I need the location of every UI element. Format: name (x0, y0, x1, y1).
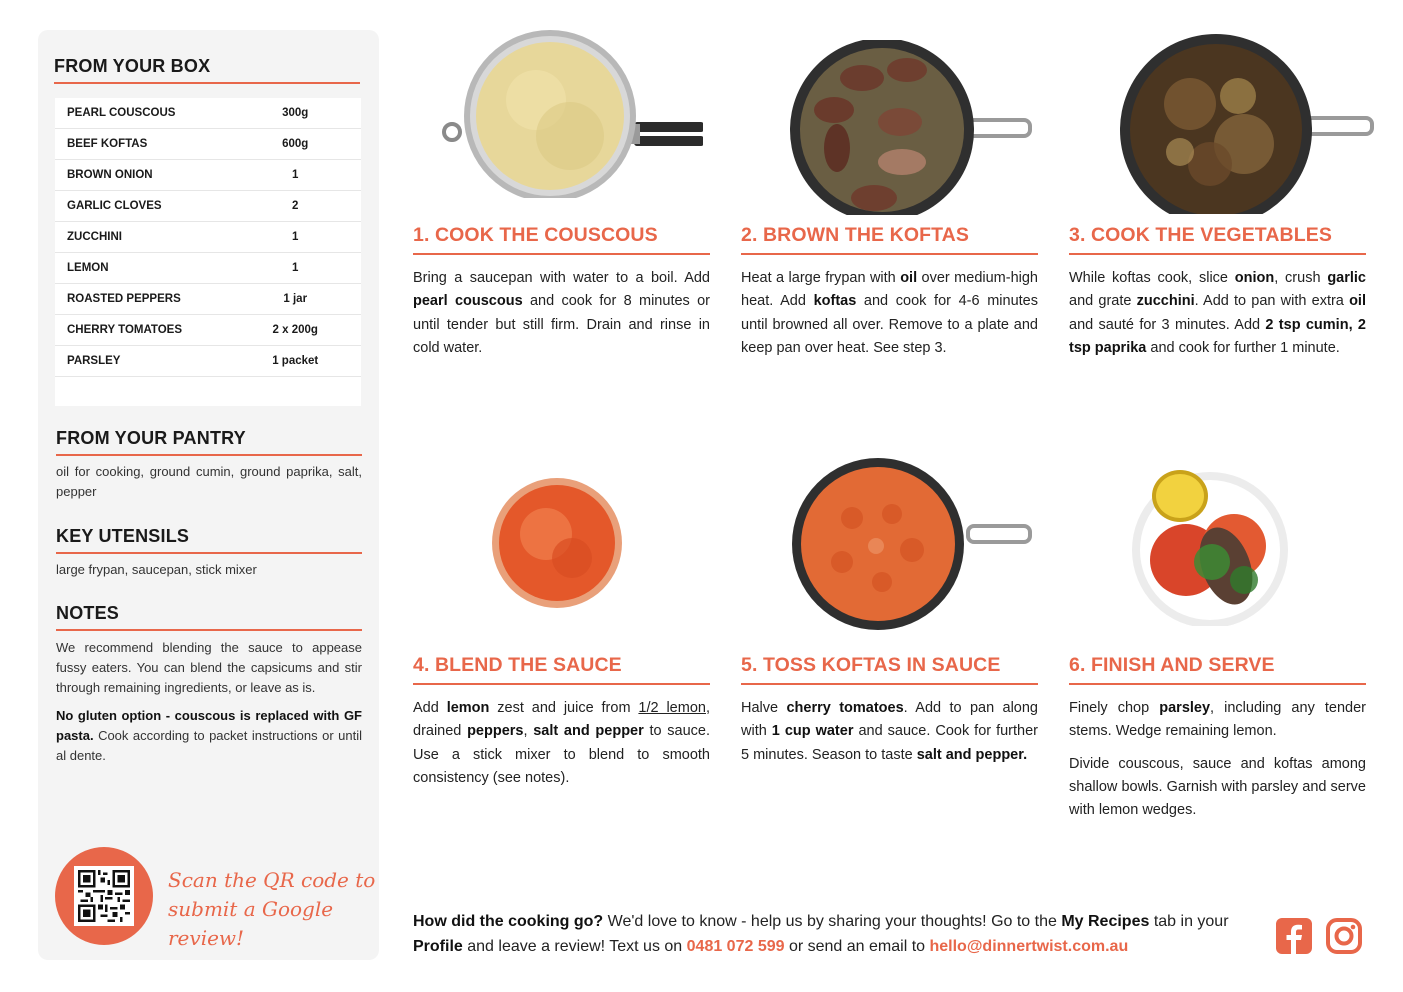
footer-text: or send an email to (784, 938, 930, 955)
text: While koftas cook, slice (1069, 270, 1235, 286)
text: zest and juice from (489, 700, 639, 716)
text: and cook for 8 minutes or until tender but still firm. Drain and rinse in cold water. (413, 293, 710, 356)
notes-text-1: We recommend blending the sauce to appease fussy eaters. You can blend the capsicums and stir through remaining ingredients, or leave as is. (56, 640, 362, 695)
step-2-text (741, 267, 1038, 360)
step-4-title: 4. BLEND THE SAUCE (413, 654, 622, 676)
box-title: FROM YOUR BOX (54, 56, 211, 76)
footer-bold: Profile (413, 938, 463, 955)
ingredient-qty: 1 packet (272, 355, 319, 367)
ingredient-name: PARSLEY (67, 355, 121, 367)
step-3-text (1069, 267, 1366, 360)
step-2-rule (741, 253, 1038, 255)
step-5-rule (741, 683, 1038, 685)
qr-code-icon[interactable] (74, 866, 134, 926)
step-6-title: 6. FINISH AND SERVE (1069, 654, 1275, 676)
text-bold: salt and pepper (533, 723, 644, 740)
box-title-rule (54, 82, 360, 84)
phone-link[interactable]: 0481 072 599 (686, 938, 785, 955)
text-underlined: 1/2 lemon (638, 700, 706, 716)
text-bold: oil (1349, 293, 1366, 310)
step-3-rule (1069, 253, 1366, 255)
text: Add (413, 700, 447, 716)
text: and cook for further 1 minute. (1146, 339, 1340, 356)
sauce-image (490, 476, 624, 610)
ingredient-name: BROWN ONION (67, 169, 153, 181)
notes-gluten-rest: Cook according to packet instructions or until al dente. (56, 728, 362, 763)
text-bold: salt and pepper. (916, 746, 1028, 763)
ingredient-qty: 1 (292, 262, 299, 274)
text-bold: cherry tomatoes (786, 700, 904, 716)
email-link[interactable]: hello@dinnertwist.com.au (929, 938, 1129, 955)
footer-text: tab in your (1149, 913, 1229, 930)
ingredient-row (55, 222, 361, 253)
text: Finely chop (1069, 700, 1160, 716)
ingredient-name: BEEF KOFTAS (67, 138, 148, 150)
footer-bold: How did the cooking go? (413, 913, 604, 930)
ingredient-qty: 2 x 200g (272, 324, 318, 336)
ingredient-row (55, 98, 361, 129)
ingredient-row (55, 284, 361, 315)
text: , including any tender stems. Wedge remaining lemon. (1069, 700, 1366, 740)
text: . Add to pan along with (741, 700, 1038, 740)
sidebar (38, 30, 379, 960)
utensils-title-rule (56, 552, 362, 554)
koftas-sauce-image (782, 458, 1032, 630)
text: and sauté for 3 minutes. Add (1069, 316, 1266, 333)
ingredient-name: GARLIC CLOVES (67, 200, 162, 212)
box-ingredients-table (55, 98, 361, 406)
step-5-text (741, 697, 1038, 767)
text: Heat a large frypan with (741, 270, 901, 286)
text-bold: pearl couscous (413, 293, 523, 310)
text: . Add to pan with extra (1194, 293, 1350, 310)
step-6-para-2: Divide couscous, sauce and koftas among shallow bowls. Garnish with parsley and serve with lemon wedges. (1069, 755, 1366, 819)
text-bold: 2 tsp cumin, 2 tsp paprika (1069, 316, 1366, 356)
instagram-icon[interactable] (1326, 918, 1362, 954)
utensils-text: large frypan, saucepan, stick mixer (56, 562, 257, 577)
text-bold: 1 cup water (771, 723, 854, 740)
step-1-text (413, 267, 710, 360)
ingredient-name: LEMON (67, 262, 109, 274)
footer-text: and leave a review! Text us on (462, 938, 687, 955)
notes-title-rule (56, 629, 362, 631)
qr-caption-line1: Scan the QR code to (168, 868, 376, 892)
ingredient-qty: 300g (282, 107, 309, 119)
pantry-title-rule (56, 454, 362, 456)
text-bold: zucchini (1136, 293, 1195, 310)
ingredient-row (55, 315, 361, 346)
text-bold: garlic (1327, 270, 1366, 286)
text: over medium-high heat. Add (741, 270, 1038, 310)
feedback-footer (413, 909, 1263, 959)
vegetables-image (1120, 34, 1375, 214)
ingredient-qty: 1 jar (283, 293, 308, 305)
pantry-text: oil for cooking, ground cumin, ground paprika, salt, pepper (56, 464, 362, 499)
qr-badge[interactable] (55, 847, 153, 945)
ingredient-qty: 600g (282, 138, 309, 150)
step-5-title: 5. TOSS KOFTAS IN SAUCE (741, 654, 1001, 676)
ingredient-name: ZUCCHINI (67, 231, 122, 243)
qr-caption (168, 866, 379, 953)
text: to sauce. Use a stick mixer to blend to smooth consistency (see notes). (413, 723, 710, 786)
ingredient-name: PEARL COUSCOUS (67, 107, 176, 119)
text-bold: oil (900, 270, 918, 286)
notes-title: NOTES (56, 603, 120, 623)
ingredient-row (55, 191, 361, 222)
text-bold: onion (1234, 270, 1275, 286)
text-bold: koftas (813, 293, 857, 310)
ingredient-row (55, 253, 361, 284)
step-2-title: 2. BROWN THE KOFTAS (741, 224, 969, 246)
ingredient-qty: 1 (292, 169, 299, 181)
notes-text-2 (56, 706, 362, 766)
step-4-text (413, 697, 710, 790)
ingredient-row (55, 160, 361, 191)
step-4-rule (413, 683, 710, 685)
step-1-title: 1. COOK THE COUSCOUS (413, 224, 658, 246)
step-6-para-1 (1069, 697, 1366, 744)
facebook-icon[interactable] (1276, 918, 1312, 954)
text: and sauce. Cook for further 5 minutes. Season to taste (741, 723, 1038, 763)
koftas-image (782, 40, 1032, 215)
text-bold: peppers (467, 723, 524, 740)
ingredient-qty: 1 (292, 231, 299, 243)
step-6-text (1069, 697, 1366, 822)
text: , drained (413, 700, 710, 740)
pantry-title: FROM YOUR PANTRY (56, 428, 246, 448)
ingredient-name: CHERRY TOMATOES (67, 324, 183, 336)
step-6-rule (1069, 683, 1366, 685)
text: and grate (1069, 293, 1137, 310)
text: Halve (741, 700, 787, 716)
text: , (523, 723, 534, 740)
footer-text: We'd love to know - help us by sharing your thoughts! Go to the (603, 913, 1062, 930)
step-3-title: 3. COOK THE VEGETABLES (1069, 224, 1332, 246)
couscous-image (438, 28, 703, 198)
footer-bold: My Recipes (1061, 913, 1150, 930)
text-bold: parsley (1159, 700, 1211, 716)
text: and cook for 4-6 minutes until browned all over. Remove to a plate and keep pan over heat. See step 3. (741, 293, 1038, 356)
notes-gluten-bold: No gluten option - couscous is replaced with GF pasta. (56, 708, 362, 743)
text: , crush (1274, 270, 1328, 286)
ingredient-name: ROASTED PEPPERS (67, 293, 181, 305)
utensils-title: KEY UTENSILS (56, 526, 190, 546)
step-1-rule (413, 253, 710, 255)
ingredient-row (55, 346, 361, 377)
text-bold: lemon (446, 700, 490, 716)
text: Bring a saucepan with water to a boil. Add (413, 270, 710, 286)
qr-caption-line2: submit a Google review! (168, 897, 334, 950)
ingredient-row (55, 129, 361, 160)
ingredient-qty: 2 (292, 200, 299, 212)
serve-image (1126, 462, 1298, 626)
